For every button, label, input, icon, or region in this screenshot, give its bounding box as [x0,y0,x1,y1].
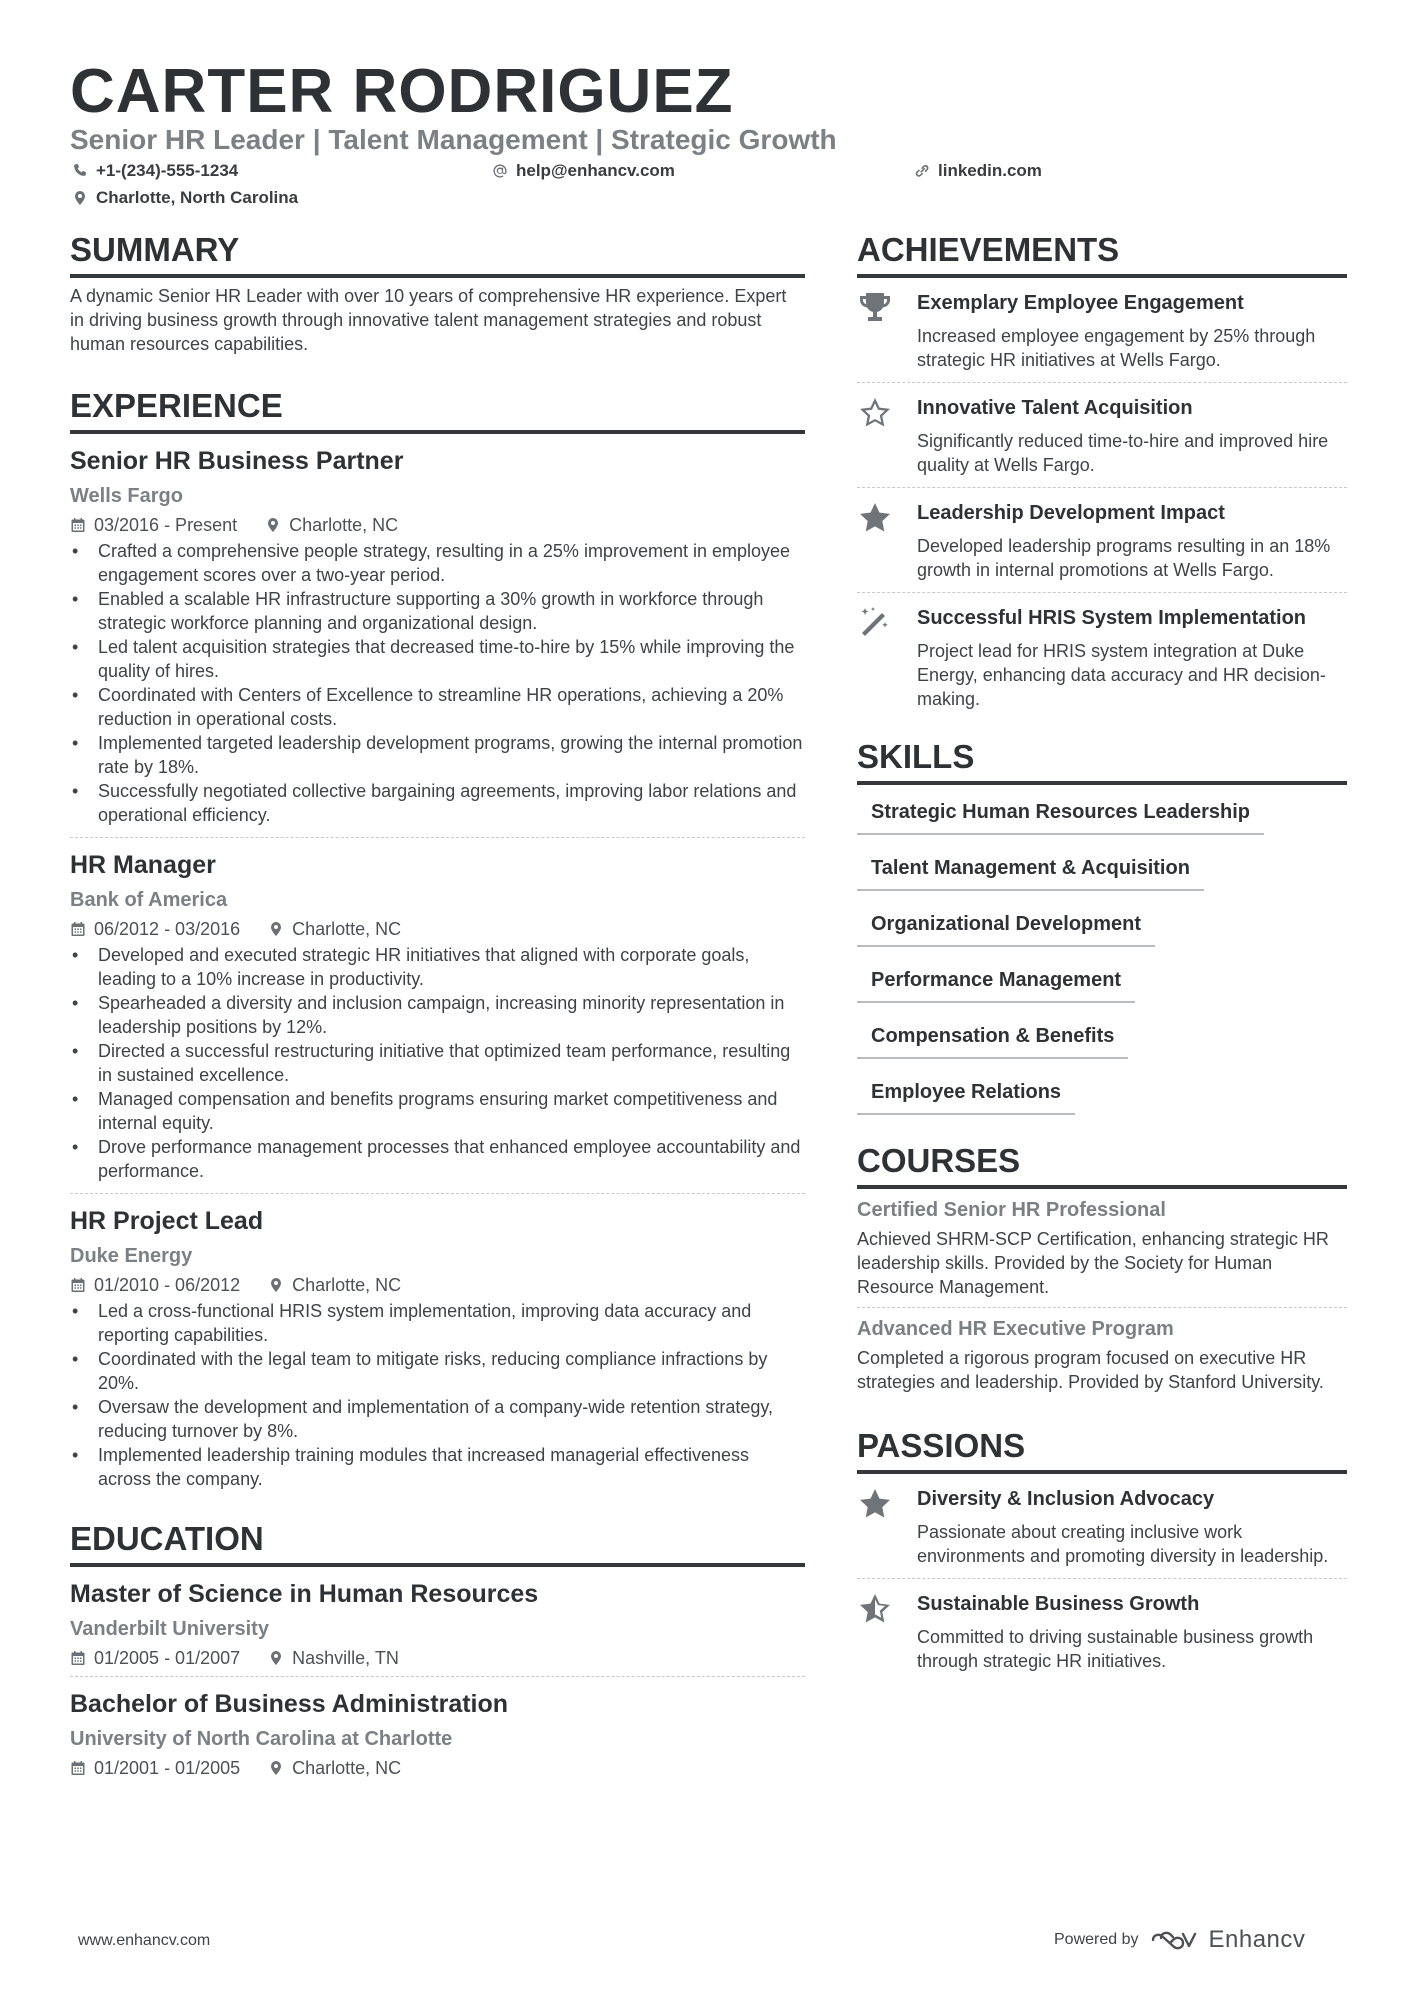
achievement-desc: Significantly reduced time-to-hire and improved hire quality at Wells Fargo. [917,431,1329,475]
linkedin-link[interactable]: linkedin.com [938,161,1042,180]
passion-desc: Committed to driving sustainable business growth through strategic HR initiatives. [917,1627,1314,1671]
education-dates: 01/2005 - 01/2007 [94,1648,241,1668]
summary-section [70,228,805,356]
skill-tag: Talent Management & Acquisition [857,855,1204,891]
bullet-item: • Implemented targeted leadership development programs, growing the internal promotion rate by 18%. [70,731,805,779]
bullet-item: • Developed and executed strategic HR initiatives that aligned with corporate goals, leading to a 10% increase in productivity. [70,943,805,991]
bullet-item: • Led talent acquisition strategies that decreased time-to-hire by 15% while improving the quality of hires. [70,635,805,683]
job-location: Charlotte, NC [292,1275,402,1295]
candidate-name: CARTER RODRIGUEZ [70,57,734,126]
course-desc: Achieved SHRM-SCP Certification, enhancing strategic HR leadership skills. Provided by the Society for Human Resource Management. [857,1229,1329,1297]
degree-title: Master of Science in Human Resources [70,1580,539,1608]
bullet-item: • Successfully negotiated collective bargaining agreements, improving labor relations and operational efficiency. [70,779,805,827]
education-heading: EDUCATION [70,1517,805,1567]
skills-section [857,735,1347,1135]
link-icon [914,163,930,179]
course-title: Advanced HR Executive Program [857,1318,1174,1340]
footer-website[interactable]: www.enhancv.com [78,1932,211,1949]
magic-wand-icon [857,605,893,641]
achievement-title: Innovative Talent Acquisition [917,397,1193,419]
star-icon [857,1486,893,1522]
course-item [857,1308,1347,1402]
job-bullets [70,1299,805,1491]
bullet-item: • Enabled a scalable HR infrastructure supporting a 30% growth in workforce through strategic workforce planning and organizational design. [70,587,805,635]
bullet-item: • Spearheaded a diversity and inclusion campaign, increasing minority representation in leadership positions by 12%. [70,991,805,1039]
job-location: Charlotte, NC [289,515,399,535]
achievement-title: Successful HRIS System Implementation [917,607,1307,629]
achievement-desc: Project lead for HRIS system integration at Duke Energy, enhancing data accuracy and HR decision-making. [917,641,1326,709]
enhancv-logo-icon [1151,1928,1197,1952]
calendar-icon [70,1650,86,1666]
job-title: HR Project Lead [70,1207,264,1235]
bullet-item: • Coordinated with Centers of Excellence to streamline HR operations, achieving a 20% reduction in operational costs. [70,683,805,731]
star-outline-icon [857,395,893,431]
achievements-section [857,228,1347,721]
education-entry [70,1687,805,1786]
summary-text: A dynamic Senior HR Leader with over 10 years of comprehensive HR experience. Expert in driving business growth through innovative talent management strategies and robust human resources capabilities. [70,286,787,354]
course-title: Certified Senior HR Professional [857,1199,1166,1221]
education-meta [70,1646,805,1670]
passion-title: Sustainable Business Growth [917,1593,1200,1615]
job-dates: 06/2012 - 03/2016 [94,919,241,939]
passion-desc: Passionate about creating inclusive work environments and promoting diversity in leadership. [917,1522,1329,1566]
star-half-icon [857,1591,893,1627]
job-bullets [70,539,805,827]
job-company: Bank of America [70,889,228,911]
calendar-icon [70,517,86,533]
skill-tag: Performance Management [857,967,1135,1003]
bullet-item: • Led a cross-functional HRIS system implementation, improving data accuracy and reporting capabilities. [70,1299,805,1347]
map-pin-icon [268,921,284,937]
trophy-icon [857,290,893,326]
job-dates: 03/2016 - Present [94,515,238,535]
left-column [70,228,805,1786]
job-meta [70,513,805,537]
education-dates: 01/2001 - 01/2005 [94,1758,241,1778]
degree-title: Bachelor of Business Administration [70,1690,509,1718]
email-link[interactable]: help@enhancv.com [516,161,675,180]
achievement-item [857,278,1347,383]
skills-list [857,799,1347,1135]
achievement-desc: Developed leadership programs resulting in an 18% growth in internal promotions at Wells Fargo. [917,536,1331,580]
education-location: Nashville, TN [292,1648,399,1668]
education-section [70,1517,805,1786]
passion-item [857,1579,1347,1683]
passions-heading: PASSIONS [857,1424,1347,1474]
map-pin-icon [268,1760,284,1776]
job-entry [70,848,805,1194]
school-name: University of North Carolina at Charlotte [70,1728,453,1750]
achievement-item [857,593,1347,721]
powered-by-text: Powered by [1054,1931,1139,1948]
map-pin-icon [268,1650,284,1666]
achievement-title: Leadership Development Impact [917,502,1225,524]
footer-branding [1054,1926,1305,1954]
contact-linkedin[interactable] [914,160,1042,182]
achievement-item [857,488,1347,593]
experience-section [70,384,805,1501]
job-company: Wells Fargo [70,485,183,507]
phone-text: +1-(234)-555-1234 [96,161,239,180]
headline: Senior HR Leader | Talent Management | Strategic Growth [70,124,837,155]
education-location: Charlotte, NC [292,1758,402,1778]
bullet-item: • Implemented leadership training modules that increased managerial effectiveness across the company. [70,1443,805,1491]
bullet-item: • Drove performance management processes that enhanced employee accountability and performance. [70,1135,805,1183]
skill-tag: Organizational Development [857,911,1155,947]
job-dates: 01/2010 - 06/2012 [94,1275,241,1295]
skill-tag: Compensation & Benefits [857,1023,1128,1059]
bullet-item: • Coordinated with the legal team to mitigate risks, reducing compliance infractions by 20%. [70,1347,805,1395]
course-desc: Completed a rigorous program focused on executive HR strategies and leadership. Provided by Stanford University. [857,1348,1324,1392]
at-sign-icon [492,163,508,179]
contact-phone [72,160,238,182]
job-meta [70,1273,805,1297]
bullet-item: • Crafted a comprehensive people strategy, resulting in a 25% improvement in employee engagement scores over a two-year period. [70,539,805,587]
job-company: Duke Energy [70,1245,193,1267]
phone-icon [72,163,88,179]
achievement-desc: Increased employee engagement by 25% through strategic HR initiatives at Wells Fargo. [917,326,1316,370]
contact-location [72,187,298,209]
experience-heading: EXPERIENCE [70,384,805,434]
bullet-item: • Managed compensation and benefits programs ensuring market competitiveness and internal equity. [70,1087,805,1135]
job-bullets [70,943,805,1183]
achievement-title: Exemplary Employee Engagement [917,292,1244,314]
calendar-icon [70,921,86,937]
bullet-item: • Oversaw the development and implementation of a company-wide retention strategy, reducing turnover by 8%. [70,1395,805,1443]
job-meta [70,917,805,941]
calendar-icon [70,1277,86,1293]
map-pin-icon [268,1277,284,1293]
map-pin-icon [265,517,281,533]
skills-heading: SKILLS [857,735,1347,785]
job-title: HR Manager [70,851,216,879]
map-pin-icon [72,190,88,206]
star-icon [857,500,893,536]
brand-name: Enhancv [1208,1926,1306,1953]
summary-heading: SUMMARY [70,228,805,278]
courses-heading: COURSES [857,1139,1347,1189]
education-meta [70,1756,805,1780]
calendar-icon [70,1760,86,1776]
school-name: Vanderbilt University [70,1618,269,1640]
contact-email[interactable] [492,160,675,182]
passion-title: Diversity & Inclusion Advocacy [917,1488,1215,1510]
bullet-item: • Directed a successful restructuring initiative that optimized team performance, resulting in sustained excellence. [70,1039,805,1087]
job-location: Charlotte, NC [292,919,402,939]
skill-tag: Employee Relations [857,1079,1075,1115]
job-entry [70,1204,805,1501]
job-title: Senior HR Business Partner [70,447,404,475]
right-column [857,228,1347,1683]
education-entry [70,1577,805,1677]
location-text: Charlotte, North Carolina [96,188,299,207]
job-entry [70,444,805,838]
achievements-heading: ACHIEVEMENTS [857,228,1347,278]
skill-tag: Strategic Human Resources Leadership [857,799,1264,835]
courses-section [857,1139,1347,1402]
passions-section [857,1424,1347,1683]
course-item [857,1189,1347,1308]
passion-item [857,1474,1347,1579]
achievement-item [857,383,1347,488]
